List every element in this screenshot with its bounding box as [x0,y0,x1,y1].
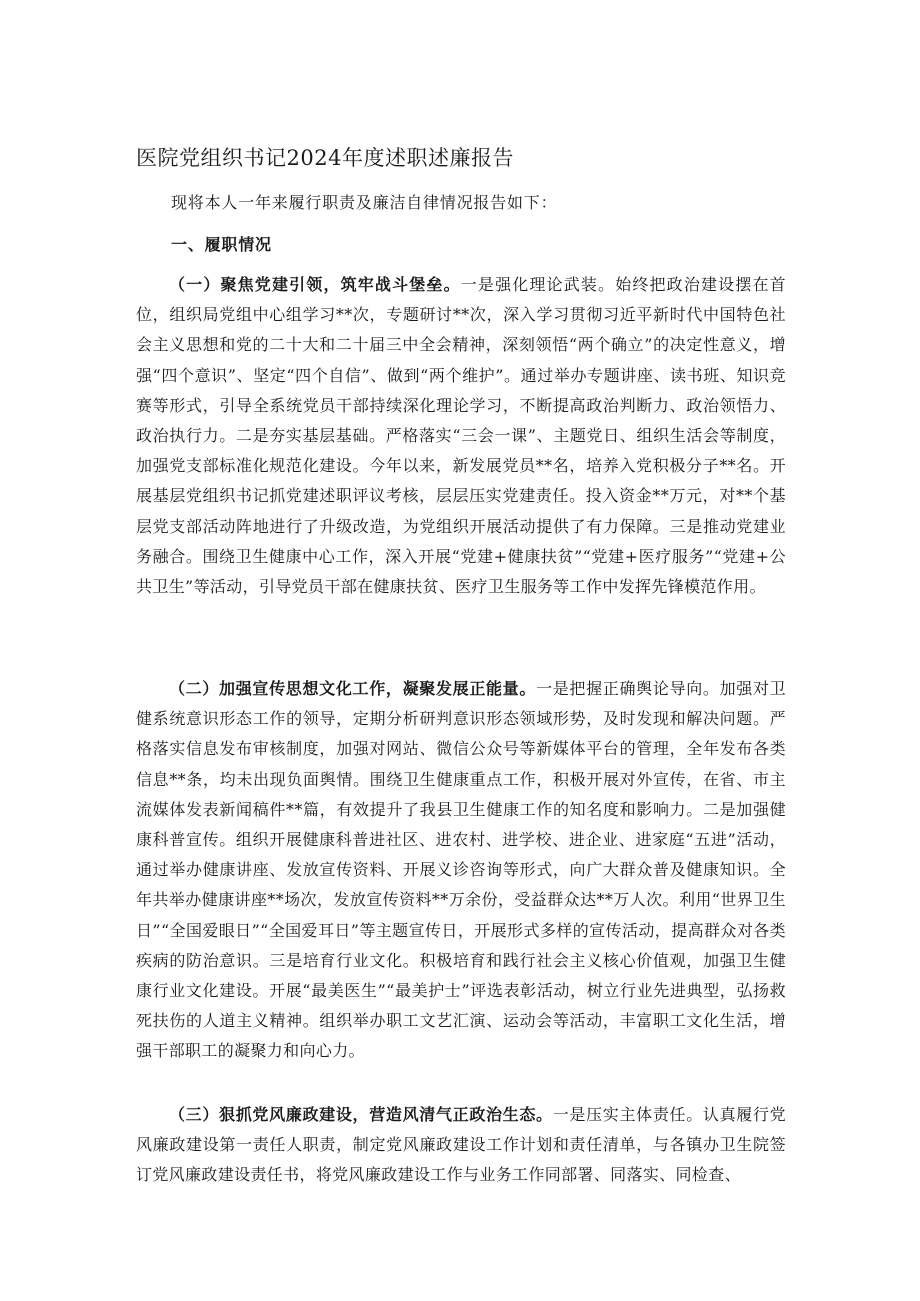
paragraph-2-body: 一是把握正确舆论导向。加强对卫健系统意识形态工作的领导，定期分析研判意识形态领域形势，及时发现和解决问题。严格落实信息发布审核制度，加强对网站、微信公众号等新媒体平台的管理，全年发布各类信息**条，均未出现负面舆情。围绕卫生健康重点工作，积极开展对外宣传，在省、市主流媒体发表新闻稿件**篇，有效提升了我县卫生健康工作的知名度和影响力。二是加强健康科普宣传。组织开展健康科普进社区、进农村、进学校、进企业、进家庭“五进”活动，通过举办健康讲座、发放宣传资料、开展义诊咨询等形式，向广大群众普及健康知识。全年共举办健康讲座**场次，发放宣传资料**万余份，受益群众达**万人次。利用“世界卫生日”“全国爱眼日”“全国爱耳日”等主题宣传日，开展形式多样的宣传活动，提高群众对各类疾病的防治意识。三是培育行业文化。积极培育和践行社会主义核心价值观，加强卫生健康行业文化建设。开展“最美医生”“最美护士”评选表彰活动，树立行业先进典型，弘扬救死扶伤的人道主义精神。组织举办职工文艺汇演、运动会等活动，丰富职工文化生活，增强干部职工的凝聚力和向心力。 [136,679,786,1061]
paragraph-3-body: 一是压实主体责任。认真履行党风廉政建设第一责任人职责，制定党风廉政建设工作计划和责任清单，与各镇办卫生院签订党风廉政建设责任书，将党风廉政建设工作与业务工作同部署、同落实、同检查、 [136,1105,786,1185]
paragraph-3 [136,1100,786,1191]
paragraph-1-lead: （一）聚焦党建引领，筑牢战斗堡垒。 [169,275,461,294]
intro-text: 现将本人一年来履行职责及廉洁自律情况报告如下： [171,193,558,212]
paragraph-3-lead: （三）狠抓党风廉政建设，营造风清气正政治生态。 [169,1105,553,1124]
paragraph-2 [136,674,786,1067]
section-heading: 一、履职情况 [171,235,272,254]
paragraph-1-body: 一是强化理论武装。始终把政治建设摆在首位，组织局党组中心组学习**次，专题研讨**次，深入学习贯彻习近平新时代中国特色社会主义思想和党的二十大和二十届三中全会精神，深刻领悟“两个确立”的决定性意义，增强“四个意识”、坚定“四个自信”、做到“两个维护”。通过举办专题讲座、读书班、知识竞赛等形式，引导全系统党员干部持续深化理论学习，不断提高政治判断力、政治领悟力、政治执行力。二是夯实基层基础。严格落实“三会一课”、主题党日、组织生活会等制度，加强党支部标准化规范化建设。今年以来，新发展党员**名，培养入党积极分子**名。开展基层党组织书记抓党建述职评议考核，层层压实党建责任。投入资金**万元，对**个基层党支部活动阵地进行了升级改造，为党组织开展活动提供了有力保障。三是推动党建业务融合。围绕卫生健康中心工作，深入开展“党建+健康扶贫”“党建+医疗服务”“党建+公共卫生”等活动，引导党员干部在健康扶贫、医疗卫生服务等工作中发挥先锋模范作用。 [136,275,787,597]
document-title: 医院党组织书记2024年度述职述廉报告 [136,146,514,170]
paragraph-1 [136,270,786,602]
paragraph-2-lead: （二）加强宣传思想文化工作，凝聚发展正能量。 [169,679,537,698]
